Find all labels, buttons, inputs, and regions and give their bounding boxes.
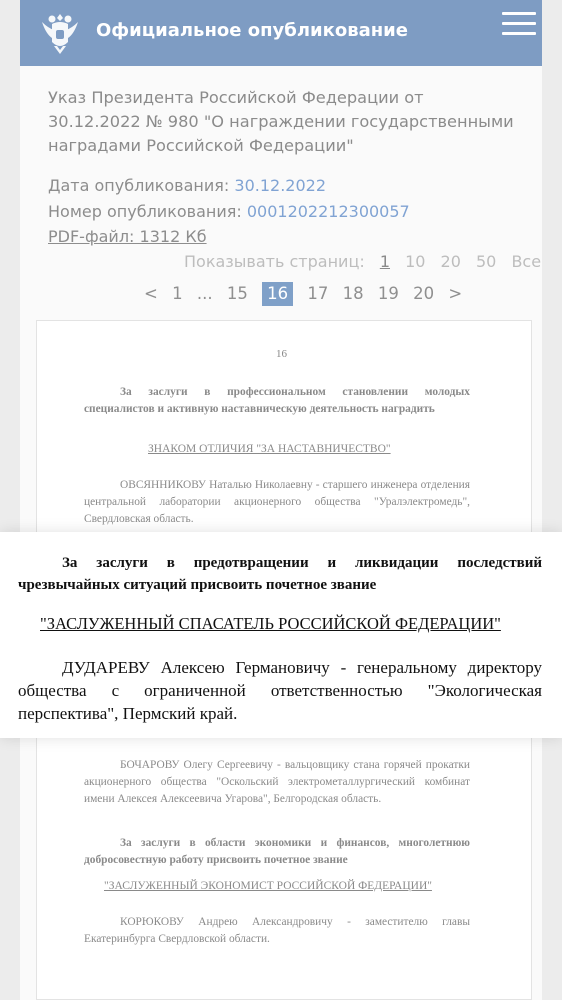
economist-title-award: "ЗАСЛУЖЕННЫЙ ЭКОНОМИСТ РОССИЙСКОЙ ФЕДЕРАЦИИ" [104,880,432,892]
page-size-option-1[interactable]: 1 [379,252,390,271]
economist-title-heading: За заслуги в области экономики и финансов, многолетнюю добросовестную работу присвоить почетное звание [84,837,470,866]
publication-number [48,202,410,221]
page-size-selector [184,252,541,271]
publication-date-label: Дата опубликования: [48,176,230,195]
pager-page-18[interactable]: 18 [342,284,364,303]
publication-date-value: 30.12.2022 [234,176,326,195]
publication-number-value: 0001202212300057 [246,202,410,221]
page-size-option-all[interactable]: Все [511,252,542,271]
header-title: Официальное опубликование [96,20,408,41]
pager-page-1[interactable]: 1 [172,284,183,303]
pdf-download-link[interactable]: PDF-файл: 1312 Кб [48,227,207,246]
pager-page-20[interactable]: 20 [413,284,435,303]
pager-prev-button[interactable]: < [144,284,158,303]
site-header [20,0,542,66]
publication-date [48,176,326,195]
pager-page-16-current[interactable]: 16 [262,282,293,306]
russian-coat-of-arms-icon[interactable] [38,8,82,58]
mentorship-award-title: ЗНАКОМ ОТЛИЧИЯ "ЗА НАСТАВНИЧЕСТВО" [148,443,391,455]
pager-page-19[interactable]: 19 [377,284,399,303]
pager-next-button[interactable]: > [448,284,463,303]
steelworker-recipient: БОЧАРОВУ Олегу Сергеевичу - вальцовщику стана горячей прокатки акционерного общества "Оскольский электрометаллургический комбинат имени Алексея Алексеевича Угарова", Белгородская область. [84,759,470,805]
page-size-option-20[interactable]: 20 [440,252,461,271]
pager-ellipsis: ... [196,284,213,303]
page-size-option-50[interactable]: 50 [476,252,497,271]
scan-page-number: 16 [276,348,287,360]
pager-page-17[interactable]: 17 [307,284,329,303]
page-size-label: Показывать страниц: [184,252,365,271]
mentorship-award-recipient: ОВСЯННИКОВУ Наталью Николаевну - старшего инженера отделения центральной лаборатории акционерного общества "Уралэлектромедь", Свердловская область. [84,479,470,525]
hamburger-menu-icon[interactable] [502,12,536,38]
document-title: Указ Президента Российской Федерации от 30.12.2022 № 980 "О награждении государственными наградами Российской Федерации" [48,88,514,155]
rescuer-title-award: "ЗАСЛУЖЕННЫЙ СПАСАТЕЛЬ РОССИЙСКОЙ ФЕДЕРАЦИИ" [40,614,501,633]
pagination [144,282,471,306]
publication-number-label: Номер опубликования: [48,202,242,221]
rescuer-title-heading: За заслуги в предотвращении и ликвидации последствий чрезвычайных ситуаций присвоить почетное звание [18,555,542,593]
rescuer-title-recipient: ДУДАРЕВУ Алексею Германовичу - генеральному директору общества с ограниченной ответственностью "Экологическая перспектива", Пермский край. [18,658,542,723]
mentorship-award-heading: За заслуги в профессиональном становлении молодых специалистов и активную наставническую деятельность наградить [84,386,470,415]
pager-page-15[interactable]: 15 [226,284,248,303]
page-size-option-10[interactable]: 10 [405,252,426,271]
economist-title-recipient: КОРЮКОВУ Андрею Александровичу - заместителю главы Екатеринбурга Свердловской области. [84,916,470,945]
